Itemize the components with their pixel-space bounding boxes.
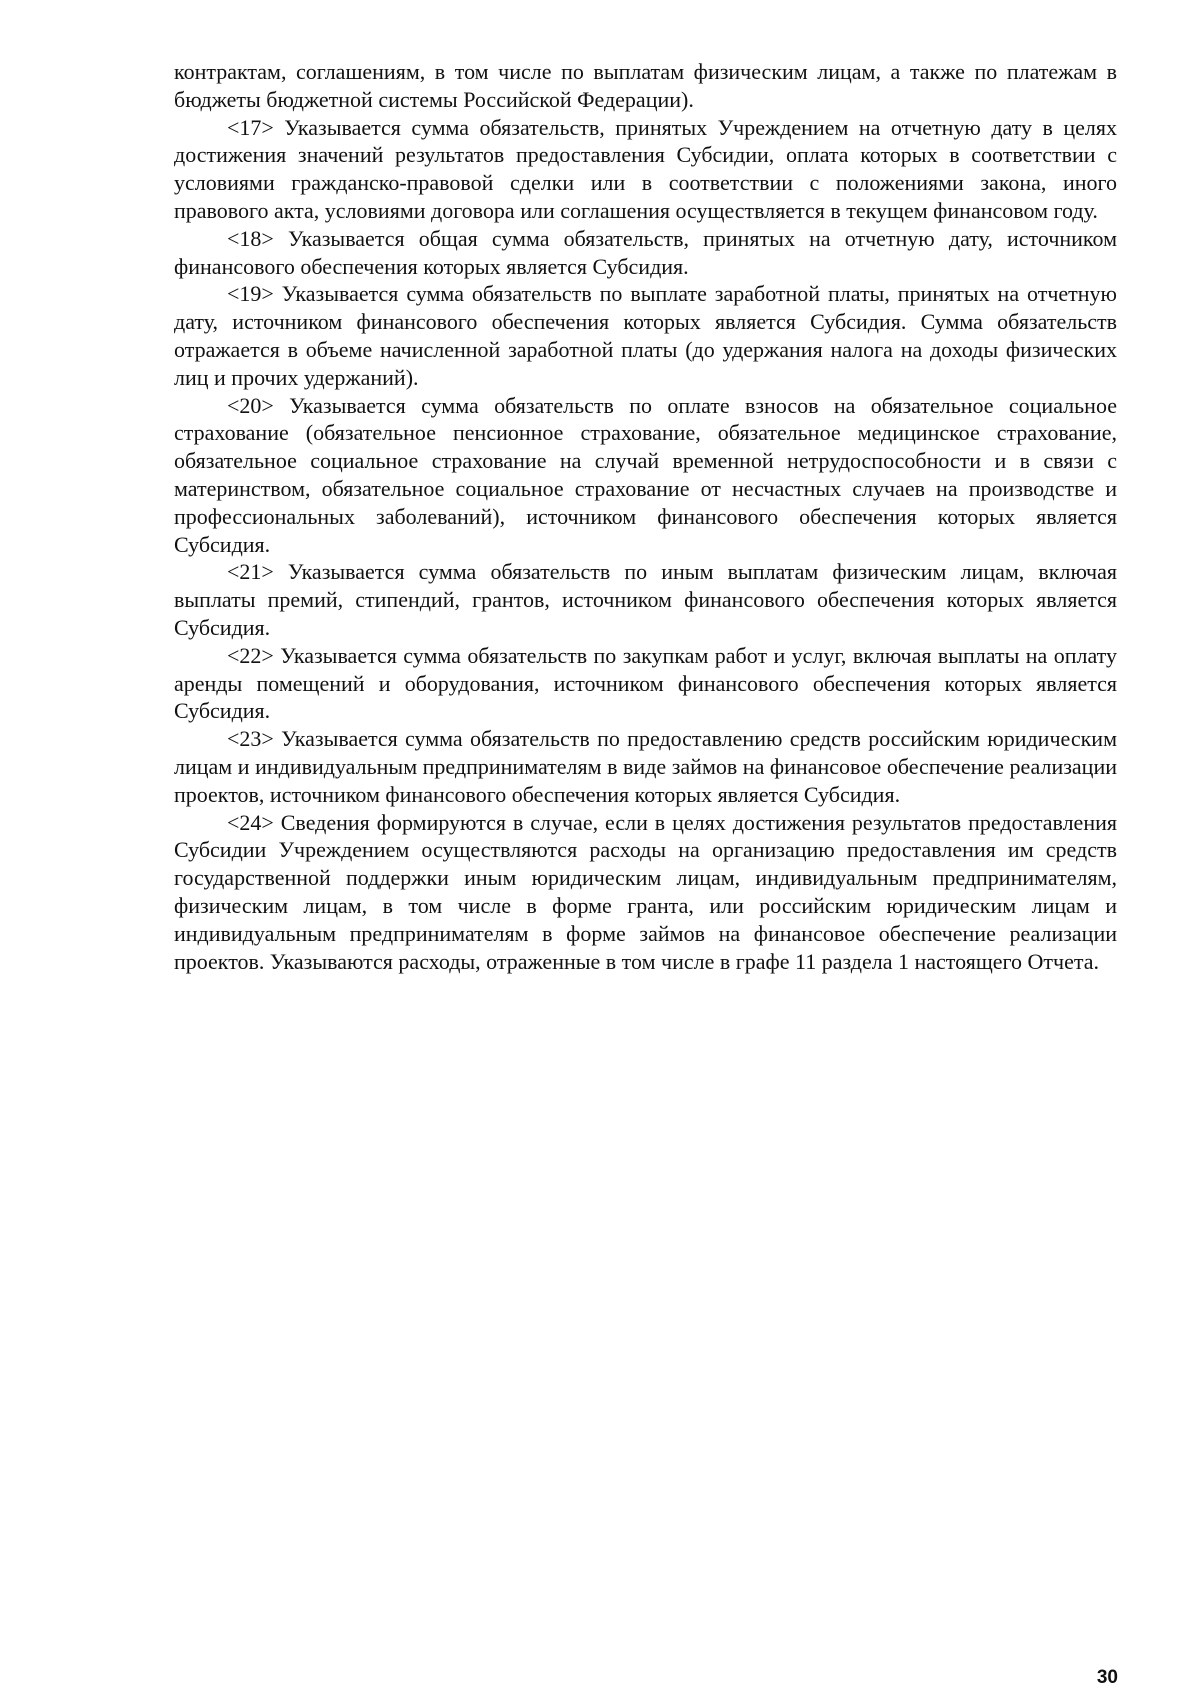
footnote-18: <18> Указывается общая сумма обязательств, принятых на отчетную дату, источником финансового обеспечения которых является Субсидия. [174, 225, 1117, 279]
footnote-23: <23> Указывается сумма обязательств по предоставлению средств российским юридическим лицам и индивидуальным предпринимателям в виде займов на финансовое обеспечение реализации проектов, источником финансового обеспечения которых является Субсидия. [174, 726, 1117, 807]
footnote-17: <17> Указывается сумма обязательств, принятых Учреждением на отчетную дату в целях достижения значений результатов предоставления Субсидии, оплата которых в соответствии с условиями гражданско-правовой сделки или в соответствии с положениями закона, иного правового акта, условиями договора или соглашения осуществляется в текущем финансовом году. [174, 114, 1117, 223]
page-number: 30 [1096, 1667, 1118, 1688]
document-body [174, 58, 1117, 975]
footnote-21: <21> Указывается сумма обязательств по иным выплатам физическим лицам, включая выплаты премий, стипендий, грантов, источником финансового обеспечения которых является Субсидия. [174, 559, 1117, 640]
continuation-paragraph: контрактам, соглашениям, в том числе по выплатам физическим лицам, а также по платежам в бюджеты бюджетной системы Российской Федерации). [174, 59, 1117, 112]
footnote-20: <20> Указывается сумма обязательств по оплате взносов на обязательное социальное страхование (обязательное пенсионное страхование, обязательное медицинское страхование, обязательное социальное страхование на случай временной нетрудоспособности и в связи с материнством, обязательное социальное страхование от несчастных случаев на производстве и профессиональных заболеваний), источником финансового обеспечения которых является Субсидия. [174, 392, 1117, 557]
footnote-24: <24> Сведения формируются в случае, если в целях достижения результатов предоставления Субсидии Учреждением осуществляются расходы на организацию предоставления им средств государственной поддержки иным юридическим лицам, индивидуальным предпринимателям, физическим лицам, в том числе в форме гранта, или российским юридическим лицам и индивидуальным предпринимателям в форме займов на финансовое обеспечение реализации проектов. Указываются расходы, отраженные в том числе в графе 11 раздела 1 настоящего Отчета. [174, 809, 1117, 974]
footnote-22: <22> Указывается сумма обязательств по закупкам работ и услуг, включая выплаты на оплату аренды помещений и оборудования, источником финансового обеспечения которых является Субсидия. [174, 642, 1117, 724]
footnote-19: <19> Указывается сумма обязательств по выплате заработной платы, принятых на отчетную дату, источником финансового обеспечения которых является Субсидия. Сумма обязательств отражается в объеме начисленной заработной платы (до удержания налога на доходы физических лиц и прочих удержаний). [174, 281, 1117, 390]
